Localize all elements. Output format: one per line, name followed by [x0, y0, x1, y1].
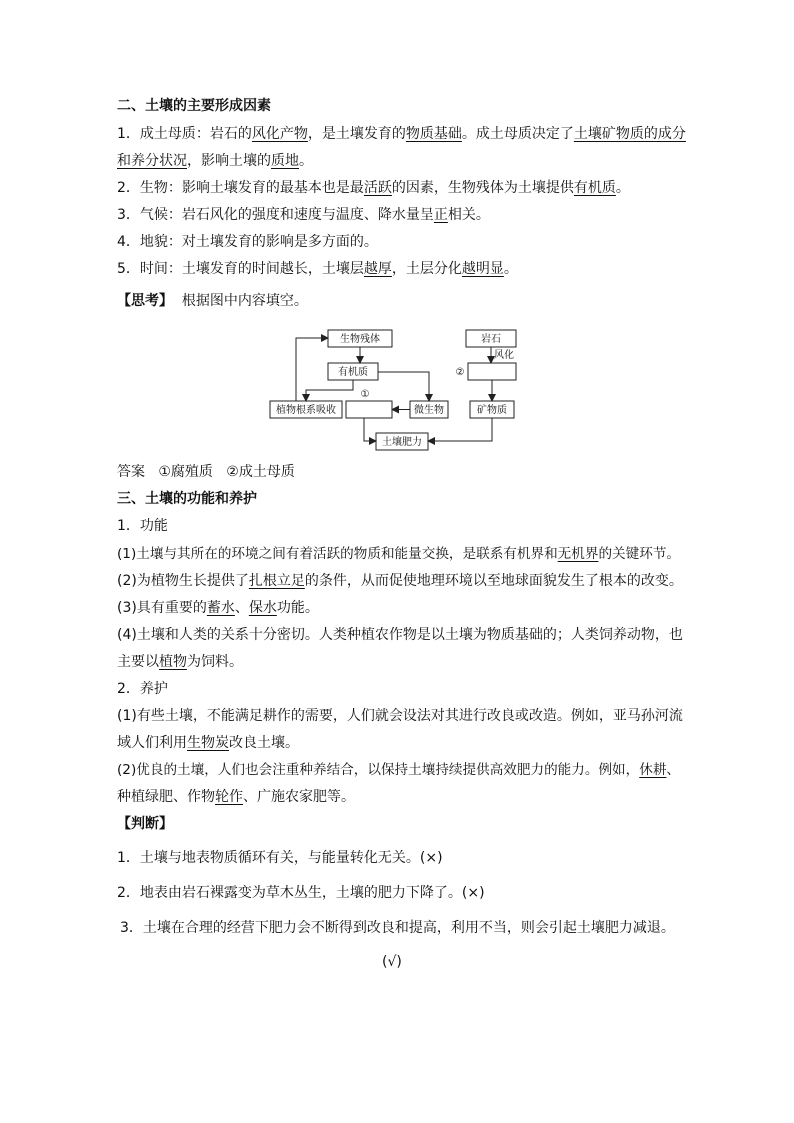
text: (2)优良的土壤，人们也会注重种养结合，以保持土壤持续提供高效肥力的能力。例如， [117, 762, 640, 778]
section-heading: 二、土壤的主要形成因素 [117, 98, 271, 114]
text: 的因素，生物残体为土壤提供 [391, 180, 574, 196]
function-4-cont [117, 652, 243, 672]
text: ，影响土壤的 [187, 153, 271, 169]
label-biological-residue: 生物残体 [340, 334, 380, 345]
think-prompt [117, 291, 308, 311]
arrow-blank1-to-fertility [364, 418, 376, 441]
think-text: 根据图中内容填空。 [181, 293, 308, 309]
fill-blank: 有机质 [573, 180, 616, 196]
text: 种植绿肥、作物 [117, 789, 215, 805]
text: ，土层分化 [391, 261, 462, 277]
text: 相关。 [447, 207, 490, 223]
label-soil-fertility: 土壤肥力 [382, 437, 422, 448]
fill-blank: 蓄水 [206, 600, 235, 616]
text: 、广施农家肥等。 [243, 789, 355, 805]
label-weathering: 风化 [494, 350, 514, 361]
text: 。 [299, 153, 313, 169]
fill-blank: 生物炭 [187, 735, 229, 751]
label-blank-2: ② [455, 367, 465, 378]
text: 、 [666, 762, 681, 778]
paragraph-item-2 [117, 178, 630, 198]
fill-blank: 休耕 [639, 762, 667, 778]
fill-blank: 无机界 [557, 546, 599, 562]
care-1-cont [117, 733, 299, 753]
label-organic-matter: 有机质 [338, 367, 368, 378]
fill-blank: 植物 [159, 654, 187, 670]
text: ，是土壤发育的 [307, 126, 406, 142]
arrow-mineral-to-fertility [428, 418, 492, 441]
label-microorganism: 微生物 [414, 405, 444, 416]
fill-blank: 土壤矿物质的成分 [573, 126, 686, 142]
section-heading: 三、土壤的功能和养护 [117, 491, 257, 507]
text: 主要以 [117, 654, 159, 670]
answer-1: ①腐殖质 [158, 464, 213, 480]
text: (1)土壤与其所在的环境之间有着活跃的物质和能量交换，是联系有机界和 [117, 546, 558, 562]
label-blank-1: ① [360, 389, 370, 400]
text: 为饲料。 [187, 654, 243, 670]
fill-blank: 和养分状况 [117, 153, 187, 169]
subheading-care: 2．养护 [117, 681, 168, 697]
judge-3-mark: (√) [382, 954, 402, 970]
function-4 [117, 625, 683, 645]
arrow-organic-to-microbe [378, 372, 429, 401]
fill-blank: 正 [433, 207, 448, 223]
fill-blank: 越厚 [363, 261, 392, 277]
function-3 [117, 598, 319, 618]
text: 3．气候：岩石风化的强度和速度与温度、降水量呈 [117, 207, 434, 223]
label-rock: 岩石 [481, 334, 501, 345]
text: (3)具有重要的 [117, 600, 207, 616]
paragraph-item-1-cont [117, 151, 313, 171]
text: 4．地貌：对土壤发育的影响是多方面的。 [117, 234, 378, 250]
label-mineral: 矿物质 [477, 405, 507, 416]
text: 。 [503, 261, 518, 277]
fill-blank: 越明显 [461, 261, 504, 277]
function-2 [117, 571, 683, 591]
text: (2)为植物生长提供了 [117, 573, 249, 589]
answer-label: 答案 [117, 464, 145, 480]
fill-blank: 活跃 [363, 180, 392, 196]
fill-blank: 质地 [271, 153, 299, 169]
text: 域人们利用 [117, 735, 187, 751]
text: 1．成土母质：岩石的 [117, 126, 252, 142]
fill-blank: 风化产物 [251, 126, 308, 142]
text: 5．时间：土壤发育的时间越长，土壤层 [117, 261, 364, 277]
fill-blank: 物质基础 [405, 126, 462, 142]
answer-2: ②成土母质 [226, 464, 295, 480]
paragraph-item-1 [117, 124, 686, 144]
subheading-function: 1．功能 [117, 518, 168, 534]
text: (1)有些土壤，不能满足耕作的需要，人们就会设法对其进行改良或改造。例如，亚马孙河流 [117, 708, 683, 724]
box-blank-2 [468, 363, 516, 380]
care-2 [117, 760, 680, 780]
text: 、 [234, 600, 249, 616]
paragraph-item-5 [117, 259, 518, 279]
answer-line [117, 462, 295, 482]
judge-label: 【判断】 [117, 816, 173, 832]
text: 2．生物：影响土壤发育的最基本也是最 [117, 180, 364, 196]
paragraph-item-4 [117, 232, 378, 252]
text: 改良土壤。 [229, 735, 299, 751]
text: 的关键环节。 [598, 546, 681, 562]
judge-2: 2．地表由岩石裸露变为草木丛生，土壤的肥力下降了。(×) [117, 885, 485, 901]
text: 。 [615, 180, 630, 196]
fill-blank: 保水 [248, 600, 277, 616]
box-blank-1 [346, 401, 392, 418]
judge-3: 3．土壤在合理的经营下肥力会不断得到改良和提高，利用不当，则会引起土壤肥力减退。 [120, 920, 675, 936]
fill-blank: 轮作 [215, 789, 243, 805]
text: 功能。 [276, 600, 319, 616]
text: (4)土壤和人类的关系十分密切。人类种植农作物是以土壤为物质基础的；人类饲养动物，也 [117, 627, 683, 643]
text: 的条件，从而促使地理环境以至地球面貌发生了根本的改变。 [304, 573, 683, 589]
text: 。成土母质决定了 [461, 126, 574, 142]
arrow-organic-to-plant [306, 380, 353, 401]
paragraph-item-3 [117, 205, 490, 225]
label-plant-root: 植物根系吸收 [276, 405, 336, 416]
soil-formation-diagram [266, 320, 526, 456]
care-2-cont [117, 787, 355, 807]
think-label: 【思考】 [117, 293, 173, 309]
function-1 [117, 544, 680, 564]
judge-1: 1．土壤与地表物质循环有关，与能量转化无关。(×) [117, 850, 443, 866]
fill-blank: 扎根立足 [248, 573, 305, 589]
care-1 [117, 706, 683, 726]
arrow-plant-to-residue [296, 338, 328, 401]
